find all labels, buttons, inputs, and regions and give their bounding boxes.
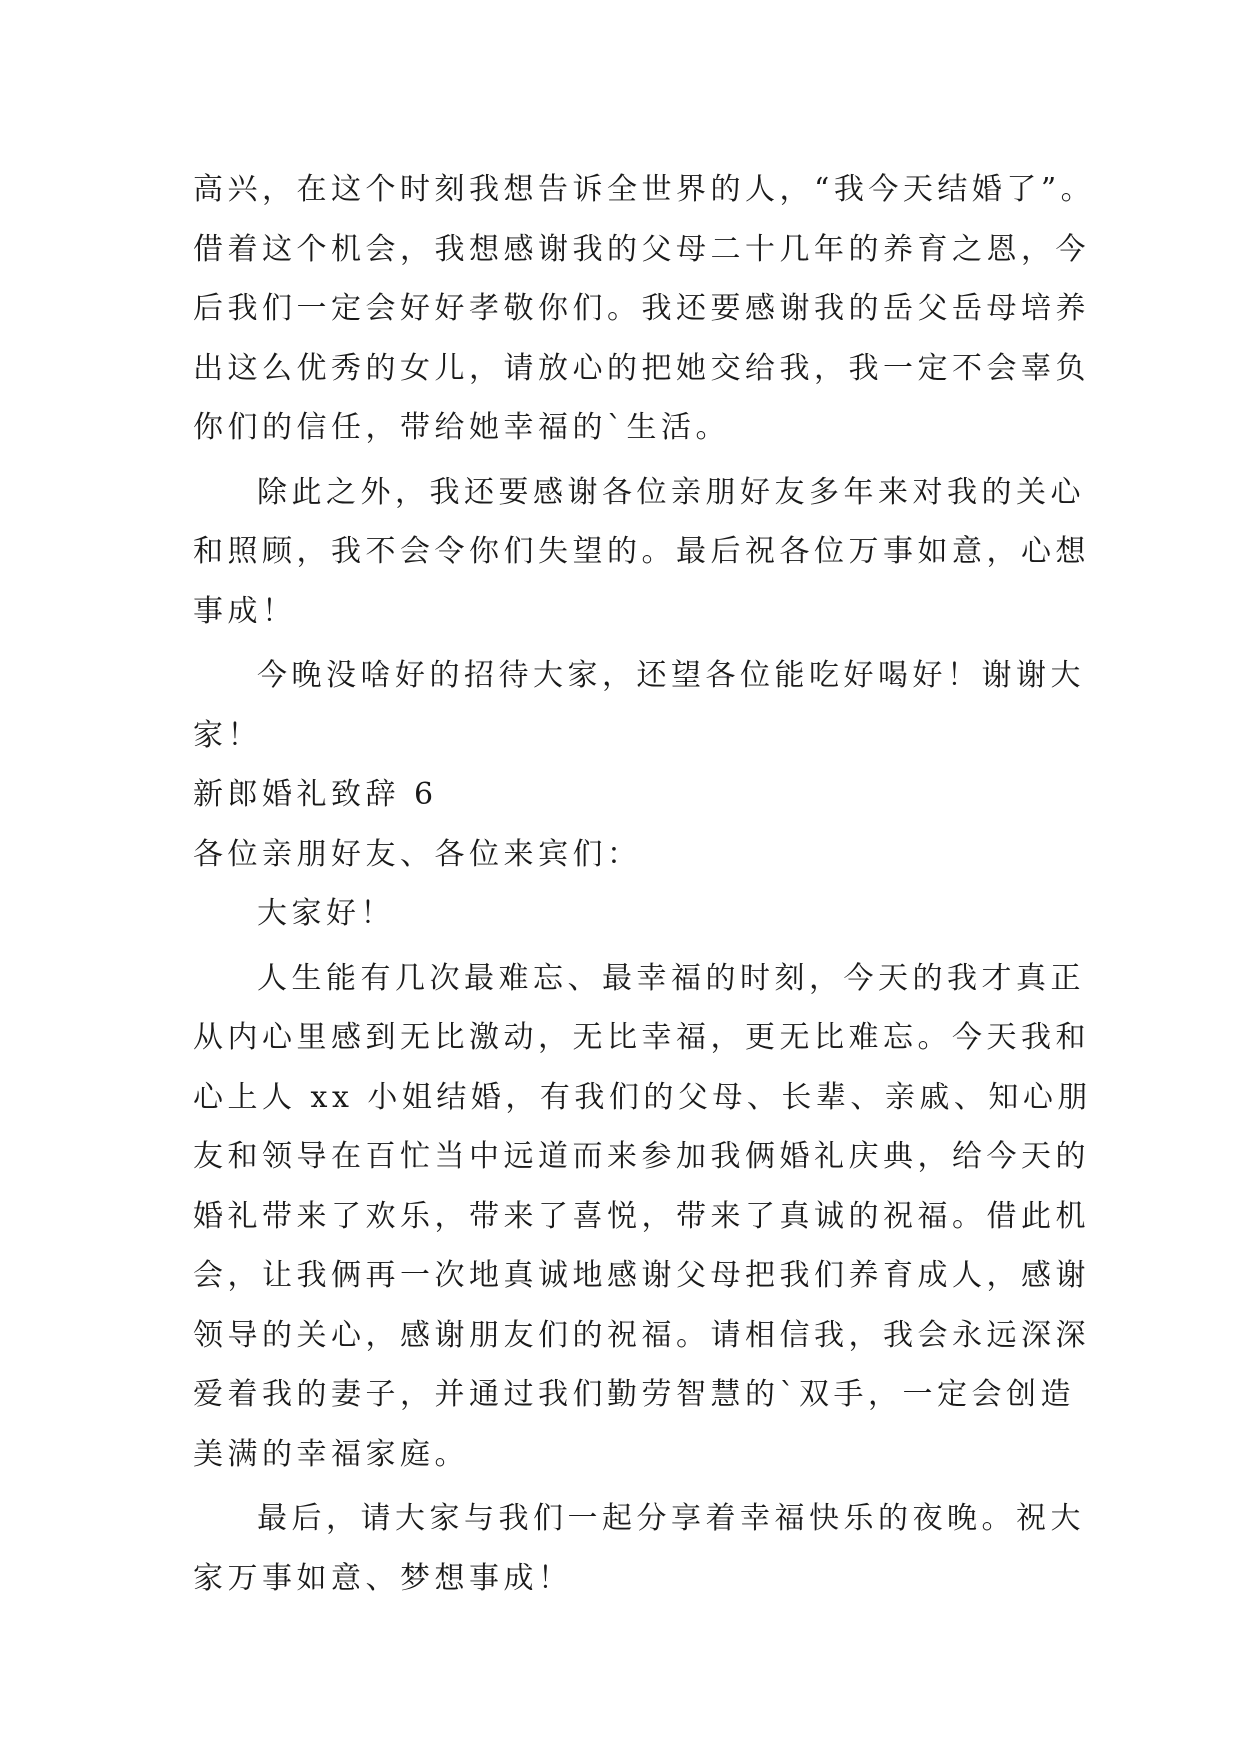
paragraph-start: 人生能有几次最难忘、最幸福的时刻，今天的我才真正 (257, 960, 1085, 996)
text-line: 爱着我的妻子，并通过我们勤劳智慧的`双手，一定会创造 (193, 1377, 1075, 1412)
text-line: 美满的幸福家庭。 (193, 1436, 469, 1472)
text-line: 家万事如意、梦想事成！ (193, 1560, 573, 1596)
text-line: 和照顾，我不会令你们失望的。最后祝各位万事如意，心想 (193, 534, 1090, 569)
text-line: 婚礼带来了欢乐，带来了喜悦，带来了真诚的祝福。借此机 (193, 1198, 1090, 1234)
document-body (193, 160, 1096, 1608)
salutation: 各位亲朋好友、各位来宾们： (193, 836, 642, 872)
section-heading: 新郎婚礼致辞 6 (193, 777, 438, 812)
text-line: 事成！ (193, 593, 297, 629)
text-line: 从内心里感到无比激动，无比幸福，更无比难忘。今天我和 (193, 1020, 1090, 1055)
text-line: 领导的关心，感谢朋友们的祝福。请相信我，我会永远深深 (193, 1317, 1090, 1353)
text-line: 借着这个机会，我想感谢我的父母二十几年的养育之恩，今 (193, 231, 1090, 267)
text-line: 后我们一定会好好孝敬你们。我还要感谢我的岳父岳母培养 (193, 291, 1090, 326)
text-line: 你们的信任，带给她幸福的`生活。 (193, 410, 730, 445)
paragraph-start: 除此之外，我还要感谢各位亲朋好友多年来对我的关心 (257, 474, 1085, 510)
paragraph-start: 最后，请大家与我们一起分享着幸福快乐的夜晚。祝大 (257, 1501, 1085, 1536)
paragraph-start: 今晚没啥好的招待大家，还望各位能吃好喝好！谢谢大 (257, 658, 1085, 693)
text-line: 出这么优秀的女儿，请放心的把她交给我，我一定不会辜负 (193, 350, 1090, 386)
text-line: 友和领导在百忙当中远道而来参加我俩婚礼庆典，给今天的 (193, 1139, 1090, 1174)
greeting: 大家好！ (257, 896, 395, 931)
text-line: 会，让我俩再一次地真诚地感谢父母把我们养育成人，感谢 (193, 1258, 1090, 1293)
text-line: 心上人 xx 小姐结婚，有我们的父母、长辈、亲戚、知心朋 (193, 1079, 1092, 1115)
text-line: 家！ (193, 717, 262, 753)
text-line: 高兴，在这个时刻我想告诉全世界的人，“我今天结婚了”。 (193, 172, 1096, 207)
